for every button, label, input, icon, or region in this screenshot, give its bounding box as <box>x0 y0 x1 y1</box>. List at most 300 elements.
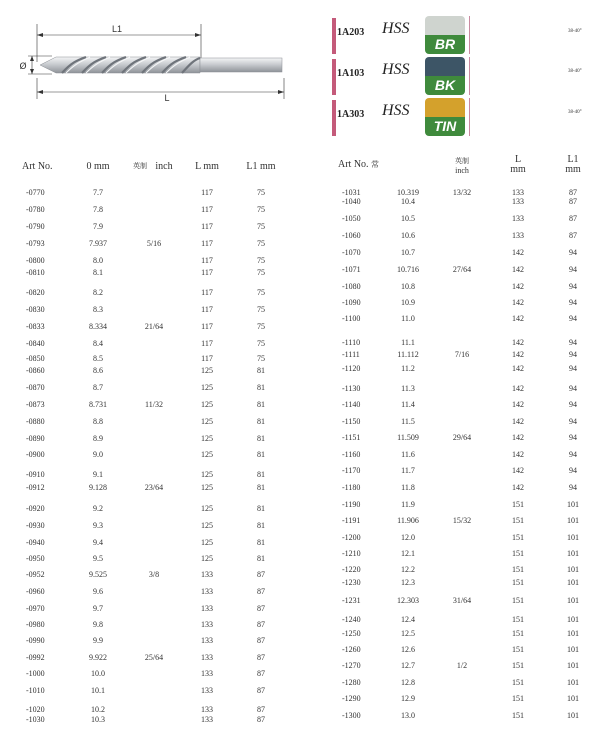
length-cell: 151 <box>512 500 524 509</box>
length-cell: 133 <box>201 636 213 645</box>
art-no-cell: -0990 <box>26 636 45 645</box>
diameter-mm-cell: 9.2 <box>93 504 103 513</box>
diameter-mm-cell: 7.8 <box>93 205 103 214</box>
diameter-inch-cell: 11/32 <box>145 400 163 409</box>
length-cell: 125 <box>201 417 213 426</box>
drill-diagram <box>0 0 300 110</box>
art-no-cell: -0920 <box>26 504 45 513</box>
flute-length-cell: 101 <box>567 596 579 605</box>
length-cell: 125 <box>201 521 213 530</box>
flute-length-cell: 94 <box>569 338 577 347</box>
diameter-mm-cell: 12.2 <box>401 565 415 574</box>
variant-row <box>332 16 602 56</box>
length-cell: 133 <box>512 214 524 223</box>
diameter-mm-cell: 7.937 <box>89 239 107 248</box>
length-cell: 125 <box>201 554 213 563</box>
diameter-inch-cell: 5/16 <box>146 239 162 248</box>
header-inch-cn: 英制 <box>455 157 469 165</box>
art-no-cell: -1230 <box>342 578 361 587</box>
art-no-cell: -0770 <box>26 188 45 197</box>
diameter-inch-cell: 7/16 <box>454 350 470 359</box>
art-no-cell: -1260 <box>342 645 361 654</box>
diameter-mm-cell: 12.6 <box>401 645 415 654</box>
diameter-mm-cell: 7.9 <box>93 222 103 231</box>
diameter-mm-cell: 9.9 <box>93 636 103 645</box>
art-no-cell: -1180 <box>342 483 361 492</box>
variant-code: 1A103 <box>337 68 365 79</box>
flute-length-cell: 101 <box>567 578 579 587</box>
flute-length-cell: 81 <box>257 538 265 547</box>
length-cell: 151 <box>512 565 524 574</box>
diameter-mm-cell: 7.7 <box>93 188 103 197</box>
diameter-mm-cell: 8.9 <box>93 434 103 443</box>
diameter-inch-cell: 25/64 <box>144 653 164 662</box>
diameter-mm-cell: 11.7 <box>401 466 415 475</box>
flute-length-cell: 81 <box>257 554 265 563</box>
flute-length-cell: 101 <box>567 711 579 720</box>
length-cell: 117 <box>201 256 213 265</box>
diameter-mm-cell: 8.8 <box>93 417 103 426</box>
art-no-cell: -1160 <box>342 450 361 459</box>
coating-label: BR <box>425 35 465 54</box>
flute-length-cell: 101 <box>567 678 579 687</box>
art-no-cell: -1031 <box>342 188 361 197</box>
art-no-cell: -1110 <box>342 338 361 347</box>
length-cell: 117 <box>201 188 213 197</box>
length-cell: 142 <box>512 384 524 393</box>
flute-length-cell: 81 <box>257 400 265 409</box>
diameter-mm-cell: 12.0 <box>401 533 415 542</box>
flute-length-cell: 101 <box>567 533 579 542</box>
helix-angle: 38-40° <box>568 29 582 34</box>
flute-length-cell: 94 <box>569 364 577 373</box>
length-cell: 133 <box>201 686 213 695</box>
flute-length-cell: 87 <box>257 570 265 579</box>
flute-length-cell: 101 <box>567 645 579 654</box>
art-no-cell: -0820 <box>26 288 45 297</box>
diameter-mm-cell: 11.8 <box>401 483 415 492</box>
art-no-cell: -1151 <box>342 433 361 442</box>
art-no-cell: -1130 <box>342 384 361 393</box>
diameter-mm-cell: 9.0 <box>93 450 103 459</box>
coating-swatch <box>425 57 465 77</box>
art-no-cell: -1030 <box>26 715 45 724</box>
diameter-inch-cell: 23/64 <box>144 483 164 492</box>
art-no-cell: -0800 <box>26 256 45 265</box>
art-no-cell: -1250 <box>342 629 361 638</box>
dim-length-label: L <box>164 93 170 103</box>
flute-length-cell: 75 <box>257 256 265 265</box>
diameter-mm-cell: 9.4 <box>93 538 103 547</box>
diameter-mm-cell: 11.906 <box>397 516 419 525</box>
diameter-inch-cell: 15/32 <box>452 516 472 525</box>
header-inch: inch <box>455 166 469 175</box>
diameter-mm-cell: 10.8 <box>401 282 415 291</box>
diameter-mm-cell: 8.1 <box>93 268 103 277</box>
length-cell: 125 <box>201 383 213 392</box>
length-cell: 151 <box>512 678 524 687</box>
flute-length-cell: 81 <box>257 434 265 443</box>
variant-code: 1A303 <box>337 109 365 120</box>
art-no-cell: -0873 <box>26 400 45 409</box>
flute-length-cell: 81 <box>257 417 265 426</box>
length-cell: 125 <box>201 366 213 375</box>
art-no-cell: -1140 <box>342 400 361 409</box>
flute-length-cell: 75 <box>257 339 265 348</box>
flute-length-cell: 81 <box>257 521 265 530</box>
art-no-cell: -0810 <box>26 268 45 277</box>
length-cell: 133 <box>201 669 213 678</box>
diameter-inch-cell: 21/64 <box>144 322 164 331</box>
flute-length-cell: 87 <box>257 620 265 629</box>
art-no-cell: -1100 <box>342 314 361 323</box>
diameter-mm-cell: 13.0 <box>401 711 415 720</box>
flute-length-cell: 94 <box>569 417 577 426</box>
length-cell: 151 <box>512 694 524 703</box>
length-cell: 133 <box>201 705 213 714</box>
length-cell: 117 <box>201 305 213 314</box>
variant-divider <box>469 98 470 136</box>
art-no-cell: -0910 <box>26 470 45 479</box>
length-cell: 142 <box>512 433 524 442</box>
length-cell: 142 <box>512 282 524 291</box>
coating-label: TIN <box>425 117 465 136</box>
coating-badge <box>425 16 465 54</box>
length-cell: 125 <box>201 470 213 479</box>
diameter-mm-cell: 12.8 <box>401 678 415 687</box>
art-no-cell: -0880 <box>26 417 45 426</box>
diameter-mm-cell: 9.8 <box>93 620 103 629</box>
header-l1: L1 <box>567 154 579 165</box>
length-cell: 151 <box>512 533 524 542</box>
diameter-mm-cell: 8.7 <box>93 383 103 392</box>
flute-length-cell: 94 <box>569 483 577 492</box>
helix-angle: 38-40° <box>568 110 582 115</box>
diameter-mm-cell: 11.112 <box>397 350 419 359</box>
flute-length-cell: 87 <box>257 686 265 695</box>
header-l-unit: mm <box>510 164 526 175</box>
header-art-no: Art No. <box>338 159 369 170</box>
flute-length-cell: 81 <box>257 383 265 392</box>
flute-length-cell: 101 <box>567 629 579 638</box>
art-no-cell: -1000 <box>26 669 45 678</box>
diameter-mm-cell: 9.922 <box>89 653 107 662</box>
flute-length-cell: 87 <box>569 188 577 197</box>
diameter-mm-cell: 10.7 <box>401 248 415 257</box>
length-cell: 117 <box>201 222 213 231</box>
art-no-cell: -1200 <box>342 533 361 542</box>
length-cell: 151 <box>512 711 524 720</box>
flute-length-cell: 81 <box>257 470 265 479</box>
flute-length-cell: 87 <box>257 636 265 645</box>
art-no-cell: -1070 <box>342 248 361 257</box>
art-no-cell: -1240 <box>342 615 361 624</box>
length-cell: 117 <box>201 239 213 248</box>
flute-length-cell: 75 <box>257 239 265 248</box>
art-no-cell: -1150 <box>342 417 361 426</box>
diameter-mm-cell: 10.319 <box>397 188 419 197</box>
flute-length-cell: 87 <box>257 705 265 714</box>
flute-length-cell: 101 <box>567 516 579 525</box>
diameter-mm-cell: 10.6 <box>401 231 415 240</box>
variant-material: HSS <box>382 102 410 119</box>
art-no-cell: -0850 <box>26 354 45 363</box>
art-no-cell: -1071 <box>342 265 361 274</box>
length-cell: 142 <box>512 298 524 307</box>
length-cell: 117 <box>201 354 213 363</box>
length-cell: 125 <box>201 483 213 492</box>
diameter-mm-cell: 11.9 <box>401 500 415 509</box>
art-no-cell: -0833 <box>26 322 45 331</box>
flute-length-cell: 101 <box>567 565 579 574</box>
length-cell: 133 <box>201 604 213 613</box>
art-no-cell: -0980 <box>26 620 45 629</box>
art-no-cell: -1170 <box>342 466 361 475</box>
flute-length-cell: 75 <box>257 268 265 277</box>
art-no-cell: -1270 <box>342 661 361 670</box>
flute-length-cell: 94 <box>569 314 577 323</box>
header-art-no: Art No. <box>22 161 53 172</box>
flute-length-cell: 75 <box>257 354 265 363</box>
variant-code: 1A203 <box>337 27 365 38</box>
length-cell: 117 <box>201 339 213 348</box>
diameter-mm-cell: 10.3 <box>91 715 105 724</box>
art-no-cell: -1300 <box>342 711 361 720</box>
length-cell: 142 <box>512 314 524 323</box>
flute-length-cell: 94 <box>569 265 577 274</box>
flute-length-cell: 81 <box>257 450 265 459</box>
art-no-cell: -0992 <box>26 653 45 662</box>
diameter-inch-cell: 27/64 <box>452 265 472 274</box>
variant-accent-bar <box>332 59 336 95</box>
flute-length-cell: 94 <box>569 384 577 393</box>
diameter-mm-cell: 12.7 <box>401 661 415 670</box>
diameter-inch-cell: 3/8 <box>148 570 160 579</box>
diameter-mm-cell: 11.1 <box>401 338 415 347</box>
diameter-inch-cell: 29/64 <box>452 433 472 442</box>
length-cell: 142 <box>512 350 524 359</box>
diameter-mm-cell: 8.0 <box>93 256 103 265</box>
flute-length-cell: 94 <box>569 350 577 359</box>
length-cell: 117 <box>201 322 213 331</box>
diameter-inch-cell: 31/64 <box>452 596 472 605</box>
diameter-mm-cell: 12.9 <box>401 694 415 703</box>
art-no-cell: -0860 <box>26 366 45 375</box>
diameter-mm-cell: 11.2 <box>401 364 415 373</box>
diameter-mm-cell: 8.334 <box>89 322 107 331</box>
diameter-mm-cell: 11.3 <box>401 384 415 393</box>
length-cell: 142 <box>512 450 524 459</box>
diameter-mm-cell: 12.5 <box>401 629 415 638</box>
flute-length-cell: 94 <box>569 400 577 409</box>
helix-angle: 38-40° <box>568 69 582 74</box>
art-no-cell: -0970 <box>26 604 45 613</box>
flute-length-cell: 87 <box>257 669 265 678</box>
length-cell: 125 <box>201 450 213 459</box>
flute-length-cell: 101 <box>567 615 579 624</box>
art-no-cell: -0950 <box>26 554 45 563</box>
art-no-cell: -0900 <box>26 450 45 459</box>
flute-length-cell: 75 <box>257 222 265 231</box>
diameter-mm-cell: 11.6 <box>401 450 415 459</box>
flute-length-cell: 87 <box>257 653 265 662</box>
length-cell: 133 <box>201 715 213 724</box>
art-no-cell: -1050 <box>342 214 361 223</box>
flute-length-cell: 87 <box>257 715 265 724</box>
coating-swatch <box>425 16 465 36</box>
diameter-mm-cell: 10.1 <box>91 686 105 695</box>
flute-length-cell: 94 <box>569 282 577 291</box>
diameter-mm-cell: 10.5 <box>401 214 415 223</box>
flute-length-cell: 87 <box>569 231 577 240</box>
art-no-cell: -0790 <box>26 222 45 231</box>
length-cell: 151 <box>512 549 524 558</box>
header-l1-unit: mm <box>565 164 581 175</box>
variant-row <box>332 57 602 97</box>
art-no-cell: -0840 <box>26 339 45 348</box>
diameter-mm-cell: 8.6 <box>93 366 103 375</box>
diameter-mm-cell: 11.0 <box>401 314 415 323</box>
art-no-cell: -1290 <box>342 694 361 703</box>
length-cell: 142 <box>512 248 524 257</box>
dim-flute-label: L1 <box>111 24 123 34</box>
variant-accent-bar <box>332 100 336 136</box>
length-cell: 125 <box>201 400 213 409</box>
flute-length-cell: 101 <box>567 500 579 509</box>
diameter-mm-cell: 10.2 <box>91 705 105 714</box>
diameter-mm-cell: 10.716 <box>397 265 419 274</box>
diameter-mm-cell: 9.525 <box>89 570 107 579</box>
flute-length-cell: 94 <box>569 298 577 307</box>
variant-divider <box>469 57 470 95</box>
art-no-cell: -0780 <box>26 205 45 214</box>
flute-length-cell: 94 <box>569 248 577 257</box>
length-cell: 125 <box>201 504 213 513</box>
diameter-mm-cell: 11.509 <box>397 433 419 442</box>
header-l: L <box>514 154 522 165</box>
art-no-cell: -1020 <box>26 705 45 714</box>
art-no-cell: -0870 <box>26 383 45 392</box>
length-cell: 142 <box>512 400 524 409</box>
length-cell: 133 <box>512 188 524 197</box>
art-no-cell: -1040 <box>342 197 361 206</box>
diameter-inch-cell: 1/2 <box>456 661 468 670</box>
diameter-mm-cell: 8.2 <box>93 288 103 297</box>
diameter-mm-cell: 12.303 <box>397 596 419 605</box>
length-cell: 151 <box>512 578 524 587</box>
diameter-inch-cell: 13/32 <box>452 188 472 197</box>
variant-material: HSS <box>382 61 410 78</box>
flute-length-cell: 75 <box>257 322 265 331</box>
art-no-cell: -0930 <box>26 521 45 530</box>
art-no-cell: -0793 <box>26 239 45 248</box>
flute-length-cell: 87 <box>569 197 577 206</box>
length-cell: 142 <box>512 364 524 373</box>
variant-row <box>332 98 602 138</box>
diameter-mm-cell: 9.7 <box>93 604 103 613</box>
diameter-mm-cell: 8.4 <box>93 339 103 348</box>
length-cell: 151 <box>512 615 524 624</box>
coating-swatch <box>425 98 465 118</box>
art-no-cell: -1220 <box>342 565 361 574</box>
diameter-mm-cell: 9.5 <box>93 554 103 563</box>
diameter-mm-cell: 10.9 <box>401 298 415 307</box>
diameter-mm-cell: 10.4 <box>401 197 415 206</box>
flute-length-cell: 75 <box>257 288 265 297</box>
diameter-mm-cell: 11.5 <box>401 417 415 426</box>
length-cell: 133 <box>201 653 213 662</box>
length-cell: 142 <box>512 265 524 274</box>
header-inch: inch <box>155 161 173 172</box>
diameter-mm-cell: 8.3 <box>93 305 103 314</box>
flute-length-cell: 101 <box>567 549 579 558</box>
length-cell: 125 <box>201 538 213 547</box>
header-mm: 0 mm <box>86 161 110 172</box>
art-no-cell: -1120 <box>342 364 361 373</box>
flute-length-cell: 101 <box>567 661 579 670</box>
diameter-mm-cell: 12.1 <box>401 549 415 558</box>
length-cell: 151 <box>512 629 524 638</box>
flute-length-cell: 87 <box>569 214 577 223</box>
variant-material: HSS <box>382 20 410 37</box>
length-cell: 151 <box>512 516 524 525</box>
art-no-cell: -0830 <box>26 305 45 314</box>
coating-badge <box>425 57 465 95</box>
length-cell: 125 <box>201 434 213 443</box>
diameter-mm-cell: 9.128 <box>89 483 107 492</box>
flute-length-cell: 101 <box>567 694 579 703</box>
art-no-cell: -0890 <box>26 434 45 443</box>
flute-length-cell: 87 <box>257 604 265 613</box>
art-no-cell: -0952 <box>26 570 45 579</box>
length-cell: 133 <box>512 197 524 206</box>
diameter-mm-cell: 11.4 <box>401 400 415 409</box>
length-cell: 142 <box>512 338 524 347</box>
length-cell: 142 <box>512 483 524 492</box>
variant-divider <box>469 16 470 54</box>
dim-diameter-label: Ø <box>19 62 27 72</box>
flute-length-cell: 94 <box>569 466 577 475</box>
header-l: L mm <box>195 161 219 172</box>
diameter-mm-cell: 12.4 <box>401 615 415 624</box>
flute-length-cell: 94 <box>569 433 577 442</box>
art-no-cell: -0960 <box>26 587 45 596</box>
flute-length-cell: 81 <box>257 504 265 513</box>
flute-length-cell: 87 <box>257 587 265 596</box>
art-no-cell: -1090 <box>342 298 361 307</box>
art-no-cell: -1210 <box>342 549 361 558</box>
diameter-mm-cell: 8.5 <box>93 354 103 363</box>
flute-length-cell: 75 <box>257 188 265 197</box>
variant-accent-bar <box>332 18 336 54</box>
length-cell: 117 <box>201 268 213 277</box>
art-no-cell: -0912 <box>26 483 45 492</box>
diameter-mm-cell: 9.1 <box>93 470 103 479</box>
diameter-mm-cell: 8.731 <box>89 400 107 409</box>
flute-length-cell: 81 <box>257 483 265 492</box>
art-no-cell: -1191 <box>342 516 361 525</box>
flute-length-cell: 94 <box>569 450 577 459</box>
length-cell: 151 <box>512 645 524 654</box>
header-art-no-cn: 常 <box>371 160 379 169</box>
diameter-mm-cell: 12.3 <box>401 578 415 587</box>
art-no-cell: -1080 <box>342 282 361 291</box>
length-cell: 151 <box>512 661 524 670</box>
length-cell: 117 <box>201 288 213 297</box>
length-cell: 133 <box>201 570 213 579</box>
art-no-cell: -1231 <box>342 596 361 605</box>
art-no-cell: -1111 <box>342 350 360 359</box>
